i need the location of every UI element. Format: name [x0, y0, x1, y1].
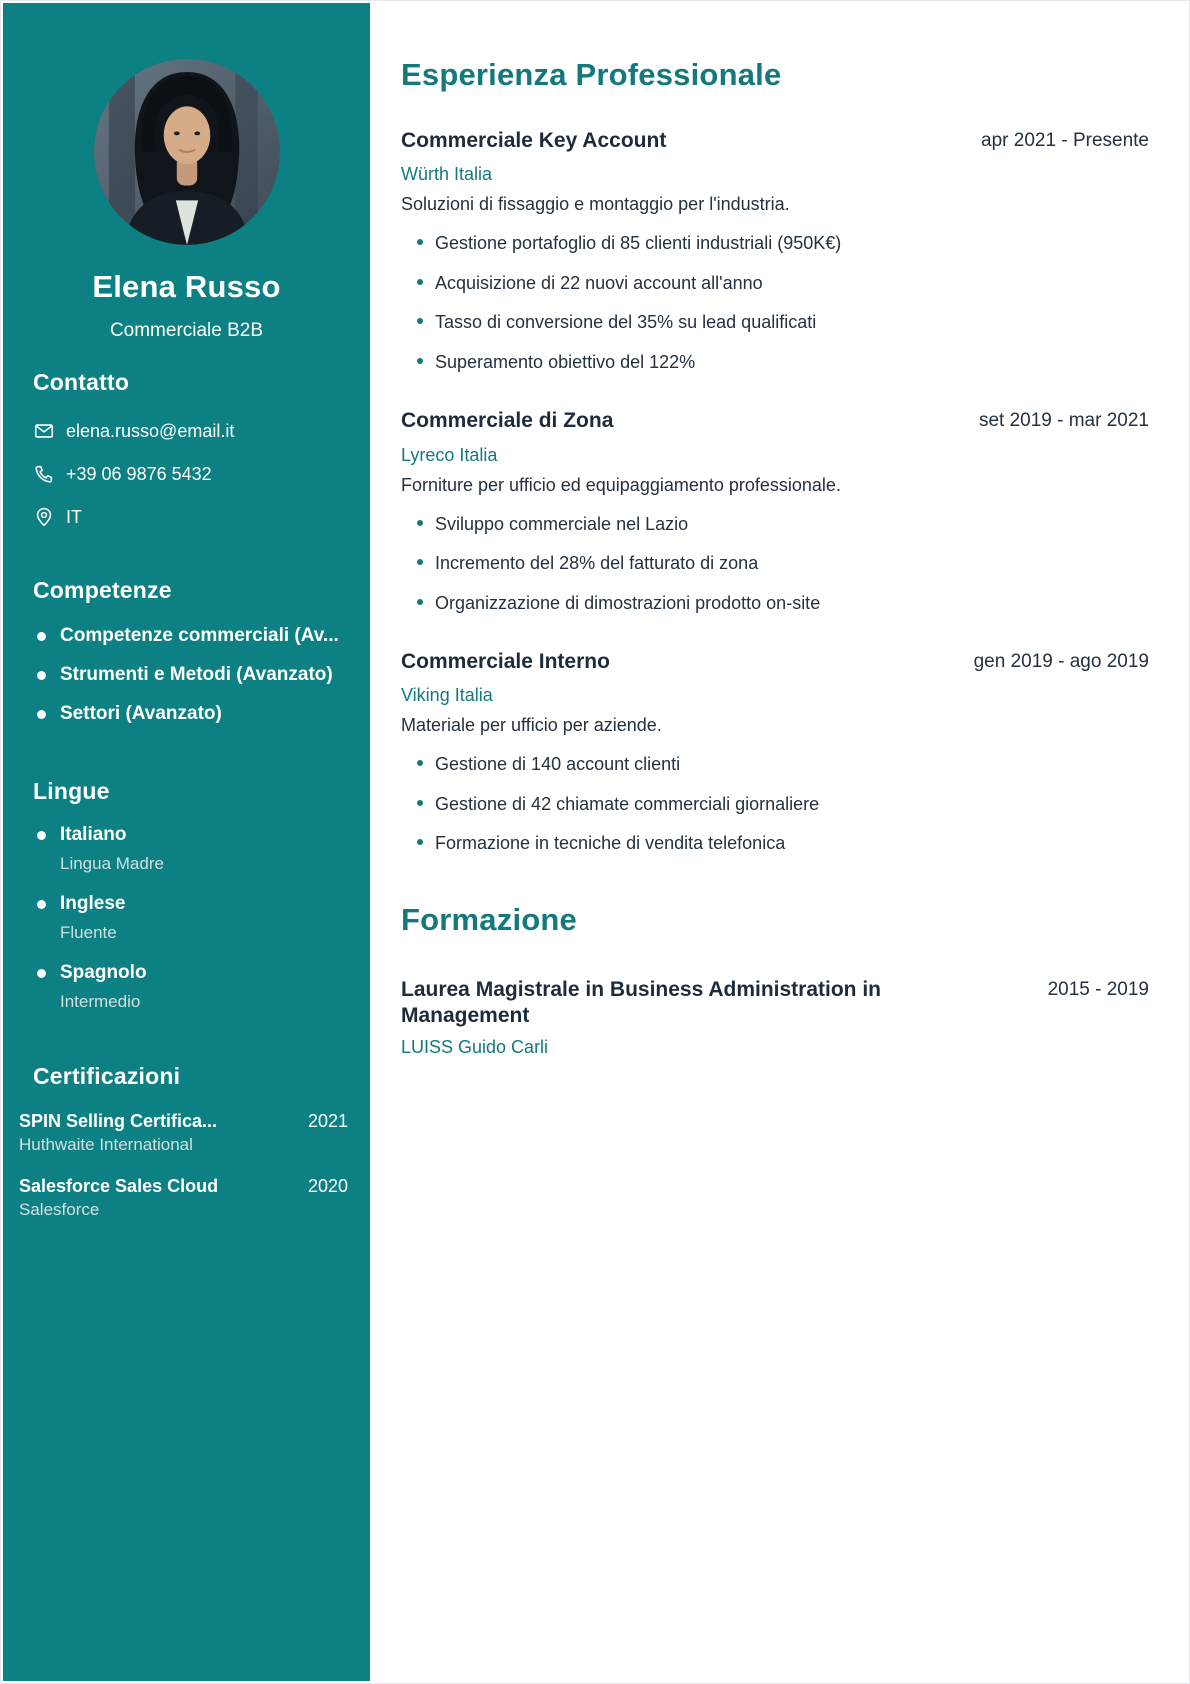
job-bullets — [401, 513, 1149, 615]
bullet-dot-icon — [417, 599, 423, 605]
job-bullet: Formazione in tecniche di vendita telefonica — [401, 832, 1149, 855]
contact-email-value: elena.russo@email.it — [66, 420, 235, 441]
certification-org: Salesforce — [19, 1200, 100, 1219]
language-name: Inglese — [60, 893, 126, 914]
bullet-dot-icon — [417, 520, 423, 526]
bullet-dot-icon — [417, 559, 423, 565]
bullet-dot-icon — [37, 831, 46, 840]
skill-item — [33, 664, 340, 686]
bullet-dot-icon — [37, 900, 46, 909]
email-icon — [33, 420, 55, 442]
bullet-dot-icon — [417, 318, 423, 324]
bullet-dot-icon — [37, 671, 46, 680]
languages-list — [33, 824, 340, 1012]
profile-photo — [94, 59, 280, 245]
language-name: Spagnolo — [60, 962, 147, 983]
job-bullet: Incremento del 28% del fatturato di zona — [401, 552, 1149, 575]
language-item — [33, 893, 340, 943]
language-item — [33, 962, 340, 1012]
job-title: Commerciale di Zona — [401, 409, 614, 433]
degree-title: Laurea Magistrale in Business Administration in Management — [401, 977, 881, 1027]
job-description: Soluzioni di fissaggio e montaggio per l'industria. — [401, 194, 790, 215]
job-bullet: Gestione portafoglio di 85 clienti industriali (950K€) — [401, 232, 1149, 255]
job-entry — [401, 128, 1149, 373]
certification-year: 2020 — [307, 1176, 348, 1196]
bullet-dot-icon — [417, 239, 423, 245]
certification-year: 2021 — [307, 1111, 348, 1131]
contact-location-row — [33, 506, 340, 528]
location-icon — [33, 506, 55, 528]
job-description: Materiale per ufficio per aziende. — [401, 715, 662, 736]
profile-photo-illustration — [94, 59, 280, 245]
certifications-heading: Certificazioni — [33, 1063, 181, 1089]
job-bullets — [401, 232, 1149, 373]
job-title: Commerciale Key Account — [401, 129, 667, 152]
certification-item — [19, 1176, 348, 1220]
job-entry — [401, 649, 1149, 855]
language-level: Fluente — [60, 923, 117, 942]
job-entry — [401, 408, 1149, 614]
languages-heading: Lingue — [33, 778, 110, 804]
bullet-dot-icon — [37, 969, 46, 978]
job-company: Würth Italia — [401, 164, 493, 185]
job-bullets — [401, 753, 1149, 855]
language-level: Lingua Madre — [60, 854, 164, 873]
job-dates: apr 2021 - Presente — [981, 130, 1149, 151]
language-level: Intermedio — [60, 992, 141, 1011]
job-dates: set 2019 - mar 2021 — [978, 410, 1149, 432]
contact-list — [33, 420, 340, 528]
skill-label: Settori (Avanzato) — [60, 703, 222, 724]
skill-label: Competenze commerciali (Av... — [60, 625, 339, 646]
skills-heading: Competenze — [33, 577, 172, 603]
contact-phone-value: +39 06 9876 5432 — [66, 463, 212, 484]
certification-item — [19, 1111, 348, 1155]
main-content — [370, 1, 1189, 1058]
certification-title: SPIN Selling Certifica... — [19, 1111, 218, 1131]
language-item — [33, 824, 340, 874]
skill-item — [33, 625, 340, 647]
job-company: Lyreco Italia — [401, 444, 498, 465]
job-bullet: Superamento obiettivo del 122% — [401, 351, 1149, 374]
job-description: Forniture per ufficio ed equipaggiamento professionale. — [401, 474, 841, 495]
skill-label: Strumenti e Metodi (Avanzato) — [60, 664, 333, 685]
degree-dates: 2015 - 2019 — [1047, 978, 1149, 1000]
job-dates: gen 2019 - ago 2019 — [973, 651, 1149, 672]
bullet-dot-icon — [417, 800, 423, 806]
person-name: Elena Russo — [92, 269, 281, 304]
education-entry — [401, 977, 1149, 1059]
experience-heading: Esperienza Professionale — [401, 57, 782, 92]
contact-phone-row — [33, 463, 340, 485]
skills-list — [33, 625, 340, 725]
sidebar — [3, 3, 370, 1681]
job-bullet: Gestione di 42 chiamate commerciali giornaliere — [401, 793, 1149, 816]
certification-title: Salesforce Sales Cloud — [19, 1176, 219, 1196]
person-job-title: Commerciale B2B — [109, 320, 264, 341]
job-bullet: Organizzazione di dimostrazioni prodotto on-site — [401, 592, 1149, 615]
bullet-dot-icon — [37, 710, 46, 719]
bullet-dot-icon — [417, 279, 423, 285]
bullet-dot-icon — [417, 839, 423, 845]
certification-org: Huthwaite International — [19, 1135, 193, 1154]
job-company: Viking Italia — [401, 685, 493, 706]
contact-email-row — [33, 420, 340, 442]
job-bullet: Sviluppo commerciale nel Lazio — [401, 513, 1149, 536]
school-name: LUISS Guido Carli — [401, 1037, 549, 1058]
bullet-dot-icon — [417, 358, 423, 364]
contact-heading: Contatto — [33, 369, 130, 395]
phone-icon — [33, 463, 55, 485]
job-bullet: Tasso di conversione del 35% su lead qualificati — [401, 311, 1149, 334]
skill-item — [33, 703, 340, 725]
job-bullet: Gestione di 140 account clienti — [401, 753, 1149, 776]
language-name: Italiano — [60, 824, 127, 845]
education-heading: Formazione — [401, 901, 577, 937]
job-title: Commerciale Interno — [401, 650, 610, 673]
job-bullet: Acquisizione di 22 nuovi account all'anno — [401, 272, 1149, 295]
contact-location-value: IT — [66, 506, 82, 527]
bullet-dot-icon — [37, 632, 46, 641]
bullet-dot-icon — [417, 760, 423, 766]
certifications-list — [3, 1111, 370, 1220]
